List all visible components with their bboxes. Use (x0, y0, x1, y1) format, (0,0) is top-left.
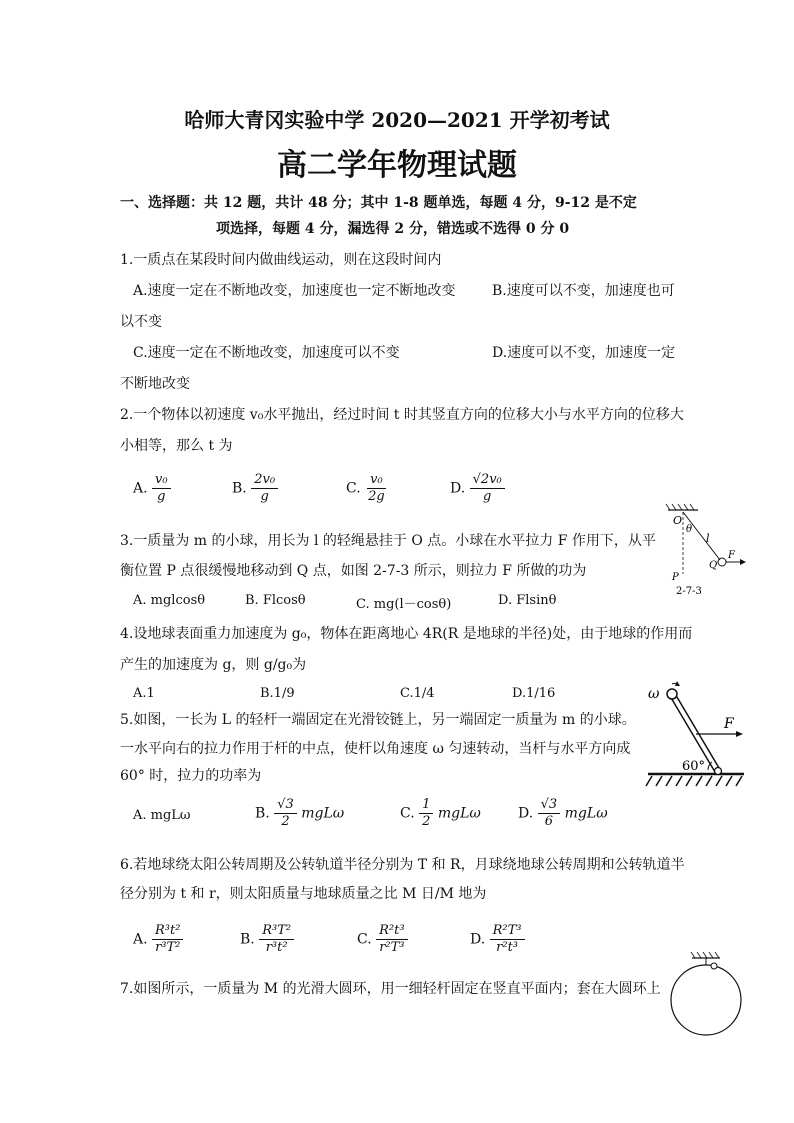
section-instructions-line2: 项选择，每题 4 分，漏选得 2 分，错选或不选得 0 分 0 (216, 221, 570, 237)
q3-fig-label-l: l (706, 532, 710, 545)
q5-option-c-tail: mgLω (437, 805, 481, 822)
q6-option-c-label: C. (357, 931, 372, 948)
q5-option-b (255, 797, 344, 830)
q2-option-b-fraction: $\frac{\text{2v₀}}{g}$ (251, 472, 278, 505)
q2-option-c-fraction: $\frac{\text{v₀}}{2g}$ (368, 472, 385, 504)
q3-fig-label-theta: θ (686, 524, 693, 535)
q4-stem-line2: 产生的加速度为 g，则 g/g₀为 (120, 657, 307, 673)
q1-option-a: A.速度一定在不断地改变，加速度也一定不断地改变 (133, 283, 456, 299)
q3-option-b: B. Flcosθ (245, 593, 306, 608)
q1-option-b-continued: 以不变 (120, 314, 162, 330)
q6-option-b-fraction: $\frac{\text{R³T²}}{\text{r³t²}}$ (259, 923, 294, 956)
q5-option-c-label: C. (400, 805, 415, 822)
q5-rod-figure (644, 680, 744, 788)
section-instructions-line1: 一、选择题：共 12 题，共计 48 分；其中 1-8 题单选，每题 4 分，9-12 是不定 (120, 195, 637, 211)
q5-option-c-fraction: $\frac{1}{2}$ (419, 797, 433, 830)
q5-fig-label-f: F (724, 716, 734, 732)
q6-option-d (470, 923, 525, 956)
q1-option-c: C.速度一定在不断地改变，加速度可以不变 (133, 345, 400, 361)
q5-fig-label-angle: 60° (682, 759, 706, 774)
q5-option-c (400, 797, 481, 830)
q2-option-a-label: A. (133, 480, 148, 497)
q2-option-a (133, 472, 171, 505)
q5-option-d-fraction: $\frac{√3}{6}$ (538, 797, 561, 830)
q4-option-a: A.1 (133, 686, 155, 701)
q2-option-c (346, 472, 388, 505)
q2-option-d (450, 472, 505, 505)
q6-option-b-label: B. (240, 931, 255, 948)
q7-stem-line1: 7.如图所示，一质量为 M 的光滑大圆环，用一细轻杆固定在竖直平面内；套在大圆环上 (120, 981, 661, 997)
q6-stem-line2: 径分别为 t 和 r，则太阳质量与地球质量之比 M 日/M 地为 (120, 886, 487, 902)
q6-option-c-fraction: $\frac{\text{R²t³}}{\text{r²T³}}$ (376, 923, 407, 956)
q4-option-c: C.1/4 (400, 686, 435, 701)
q4-option-b: B.1/9 (260, 686, 295, 701)
q3-option-a: A. mglcosθ (133, 593, 206, 608)
q3-stem-line1: 3.一质量为 m 的小球，用长为 l 的轻绳悬挂于 O 点。小球在水平拉力 F 作用下，从平 (120, 533, 656, 549)
q5-option-b-tail: mgLω (301, 805, 345, 822)
q4-stem-line1: 4.设地球表面重力加速度为 g₀，物体在距离地心 4R(R 是地球的半径)处，由于地球的作用而 (120, 626, 693, 642)
q1-stem: 1.一质点在某段时间内做曲线运动，则在这段时间内 (120, 252, 442, 268)
q1-option-d: D.速度可以不变，加速度一定 (492, 345, 676, 361)
q5-option-d-label: D. (518, 805, 534, 822)
q4-option-d: D.1/16 (512, 686, 556, 701)
q2-stem-line1: 2.一个物体以初速度 v₀水平抛出，经过时间 t 时其竖直方向的位移大小与水平方向的位移大 (120, 407, 684, 423)
q5-stem-line1: 5.如图，一长为 L 的轻杆一端固定在光滑铰链上，另一端固定一质量为 m 的小球。 (120, 712, 636, 728)
q1-option-b: B.速度可以不变，加速度也可 (492, 283, 675, 299)
q2-option-c-label: C. (346, 480, 361, 497)
q5-option-d (518, 797, 608, 830)
q5-option-a: A. mgLω (133, 808, 191, 823)
exam-subtitle: 高二学年物理试题 (277, 148, 517, 183)
q5-option-b-label: B. (255, 805, 270, 822)
q5-stem-line3: 60° 时，拉力的功率为 (120, 768, 262, 784)
q2-stem-line2: 小相等，那么 t 为 (120, 438, 233, 454)
q2-option-a-fraction: $\frac{\text{v₀}}{g}$ (152, 472, 171, 505)
q5-option-d-tail: mgLω (564, 805, 608, 822)
q3-fig-label-f: F (728, 550, 735, 561)
q6-stem-line1: 6.若地球绕太阳公转周期及公转轨道半径分别为 T 和 R，月球绕地球公转周期和公转轨道半 (120, 857, 685, 873)
q6-option-a-fraction: $\frac{\text{R³t²}}{\text{r³T²}}$ (152, 923, 183, 956)
q3-option-d: D. Flsinθ (498, 593, 557, 608)
q3-option-c: C. mg(l－cosθ) (356, 597, 452, 612)
q1-option-d-continued: 不断地改变 (120, 376, 190, 392)
q5-stem-line2: 一水平向右的拉力作用于杆的中点，使杆以角速度 ω 匀速转动，当杆与水平方向成 (120, 741, 631, 757)
q3-pendulum-figure (660, 502, 750, 597)
q3-fig-label-p: P (672, 572, 679, 583)
q2-option-b (232, 472, 278, 505)
q6-option-a (133, 923, 183, 956)
q6-option-d-fraction: $\frac{\text{R²T³}}{\text{r²t³}}$ (490, 923, 525, 956)
q5-fig-label-omega: ω (648, 686, 660, 702)
q3-fig-label-q: Q (709, 560, 718, 571)
exam-title: 哈师大青冈实验中学 2020—2021 开学初考试 (184, 108, 610, 132)
q7-ring-figure (664, 952, 750, 1042)
q2-option-d-label: D. (450, 480, 466, 497)
q6-option-c (357, 923, 408, 956)
q2-option-b-label: B. (232, 480, 247, 497)
q3-fig-label-o: O (673, 514, 683, 527)
q5-option-b-fraction: $\frac{√3}{2}$ (274, 797, 297, 830)
q3-stem-line2: 衡位置 P 点很缓慢地移动到 Q 点，如图 2-7-3 所示，则拉力 F 所做的功为 (120, 563, 587, 579)
q6-option-a-label: A. (133, 931, 148, 948)
q2-option-d-fraction: $\frac{\text{√2v₀}}{g}$ (470, 472, 505, 505)
q6-option-b (240, 923, 294, 956)
q6-option-d-label: D. (470, 931, 486, 948)
q3-fig-caption: 2-7-3 (676, 586, 702, 597)
